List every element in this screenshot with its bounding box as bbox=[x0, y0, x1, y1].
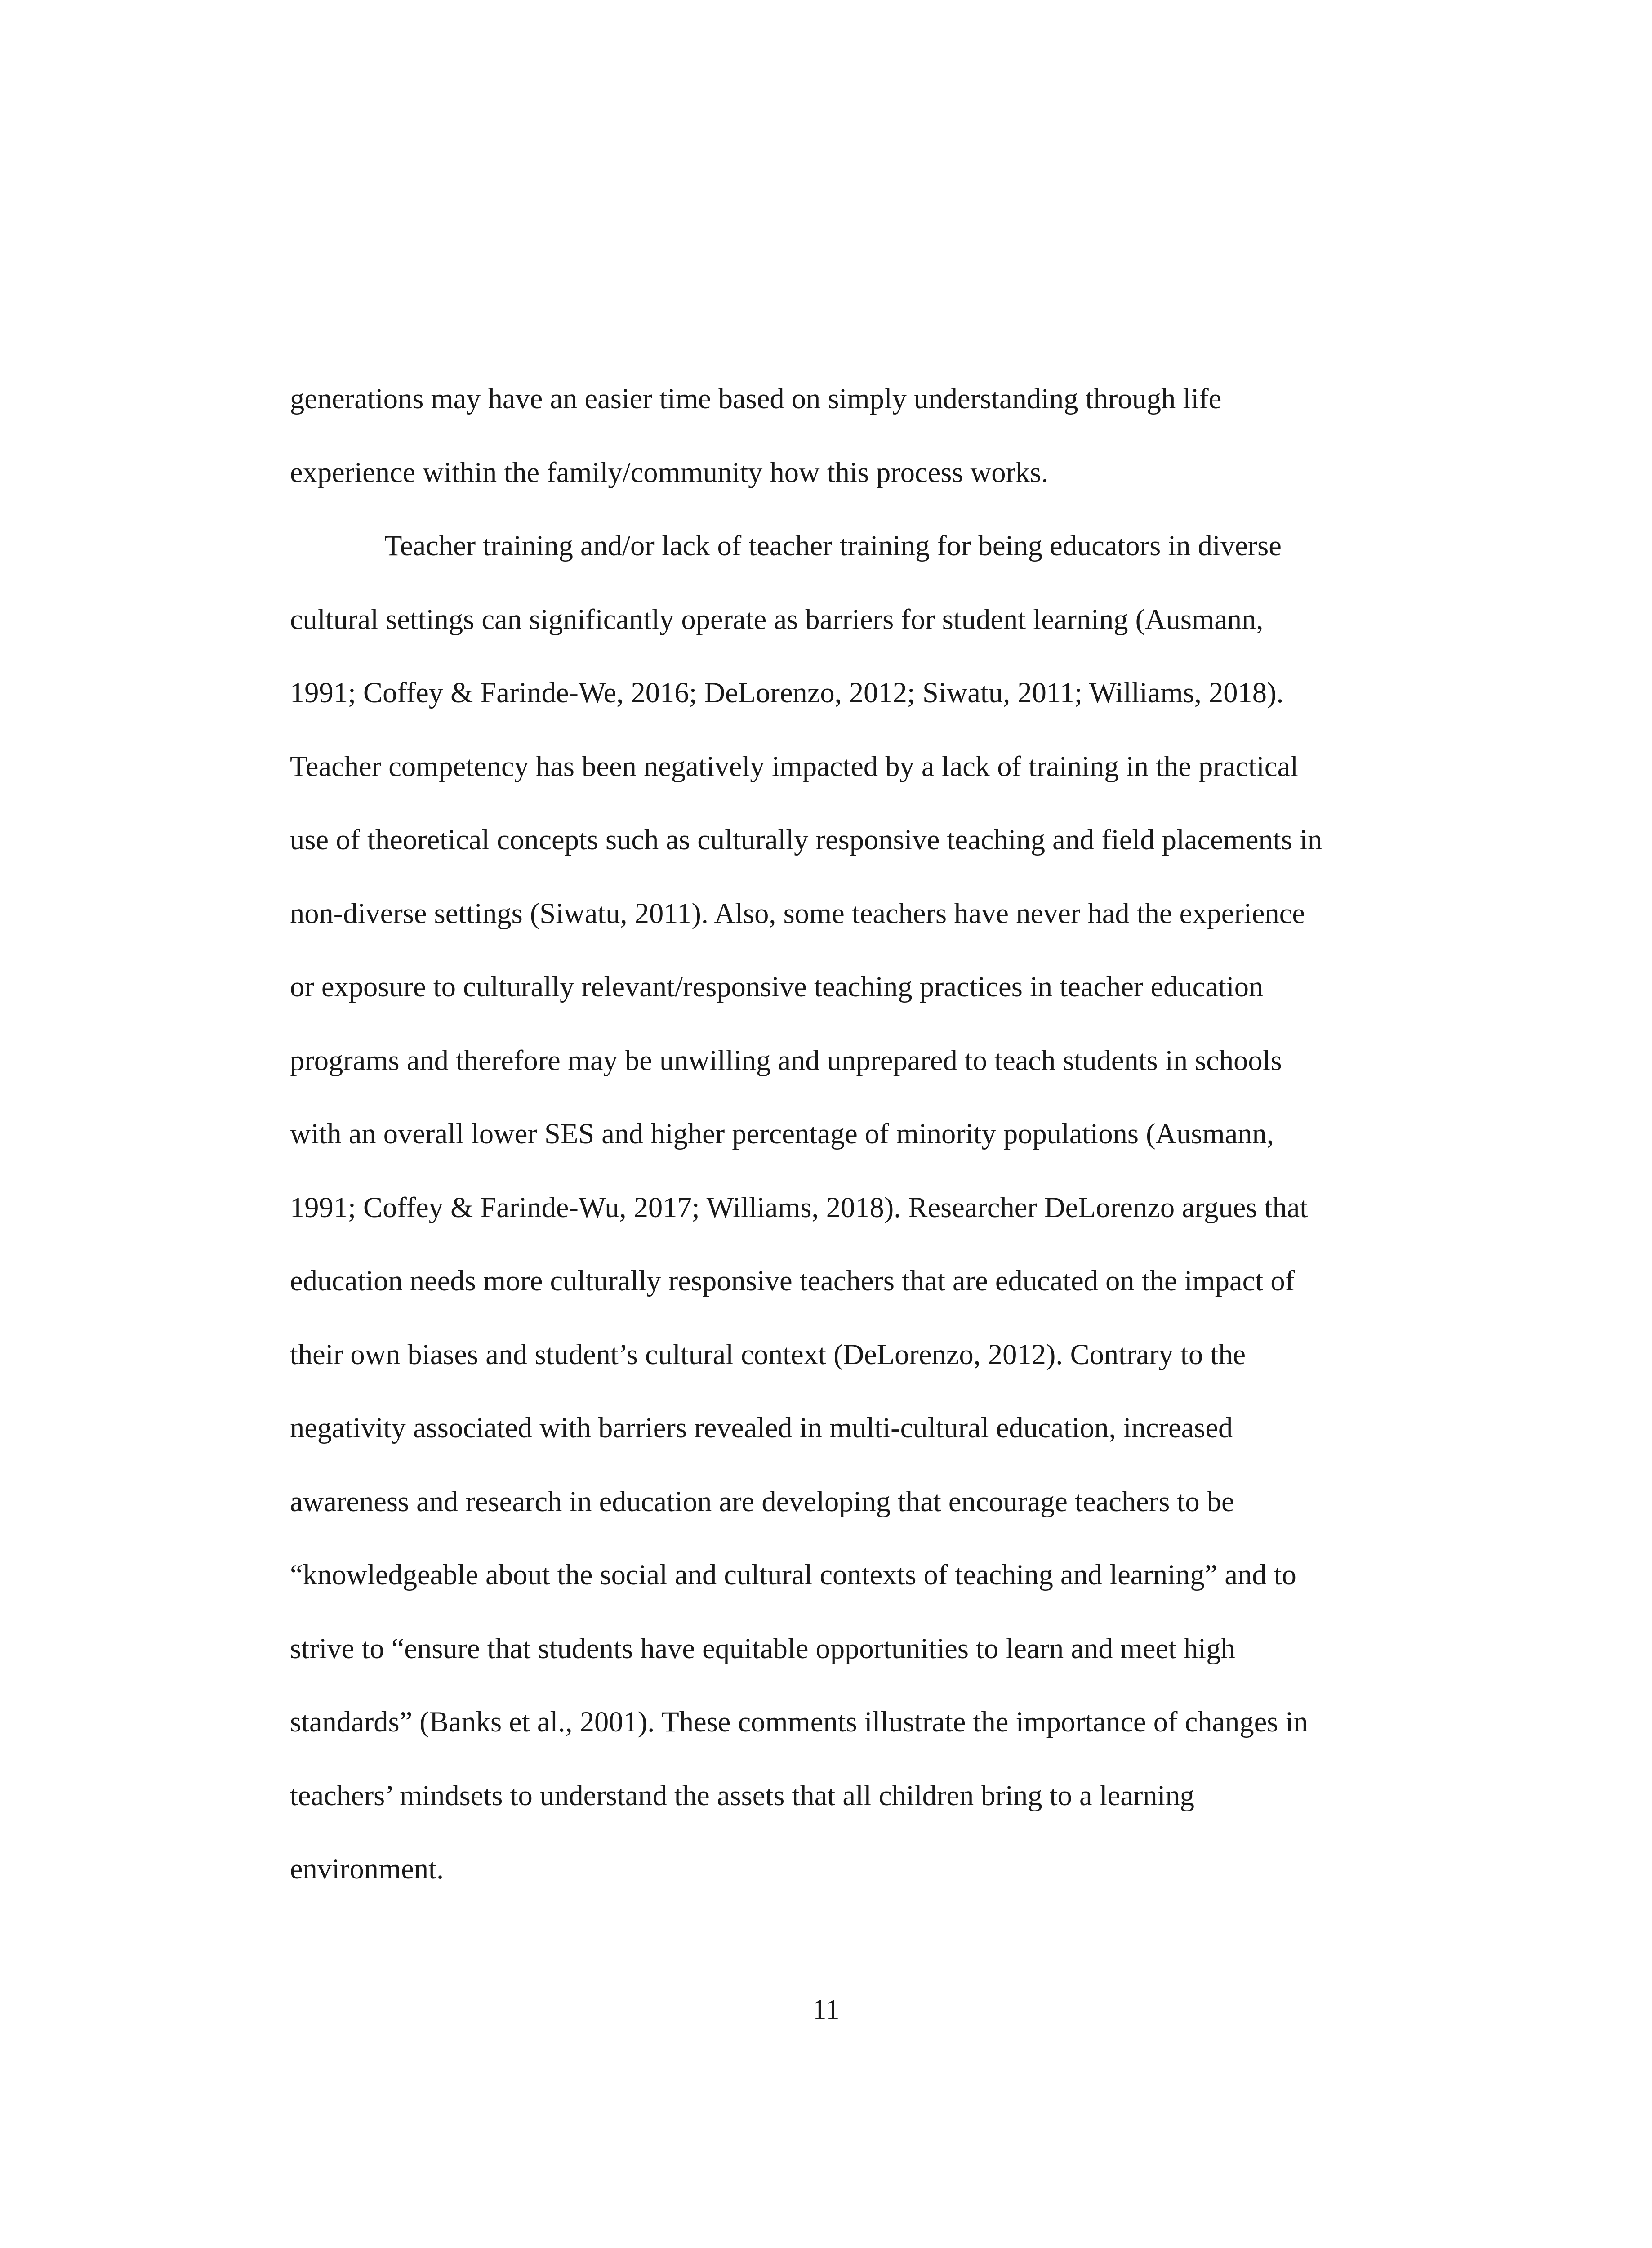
text-line: experience within the family/community how this process works. bbox=[290, 456, 1049, 488]
text-line: or exposure to culturally relevant/responsive teaching practices in teacher education bbox=[290, 971, 1264, 1003]
text-line: programs and therefore may be unwilling and unprepared to teach students in schools bbox=[290, 1044, 1282, 1076]
text-line: environment. bbox=[290, 1853, 444, 1885]
text-line: with an overall lower SES and higher percentage of minority populations (Ausmann, bbox=[290, 1118, 1274, 1150]
page-number: 11 bbox=[812, 1994, 840, 2025]
text-line: negativity associated with barriers revealed in multi-cultural education, increased bbox=[290, 1412, 1233, 1444]
text-line: cultural settings can significantly operate as barriers for student learning (Ausmann, bbox=[290, 603, 1264, 635]
text-line: Teacher competency has been negatively impacted by a lack of training in the practical bbox=[290, 750, 1299, 782]
text-line: use of theoretical concepts such as culturally responsive teaching and field placements in bbox=[290, 824, 1322, 856]
paragraph-first-line: Teacher training and/or lack of teacher training for being educators in diverse bbox=[384, 530, 1282, 562]
text-line: education needs more culturally responsive teachers that are educated on the impact of bbox=[290, 1265, 1295, 1297]
body-text bbox=[290, 362, 1441, 1906]
text-line: their own biases and student’s cultural context (DeLorenzo, 2012). Contrary to the bbox=[290, 1338, 1246, 1370]
text-line: 1991; Coffey & Farinde-We, 2016; DeLorenzo, 2012; Siwatu, 2011; Williams, 2018). bbox=[290, 677, 1284, 709]
text-line: awareness and research in education are developing that encourage teachers to be bbox=[290, 1485, 1234, 1517]
text-line: standards” (Banks et al., 2001). These comments illustrate the importance of changes in bbox=[290, 1706, 1308, 1738]
text-line: “knowledgeable about the social and cultural contexts of teaching and learning” and to bbox=[290, 1559, 1296, 1591]
text-line: generations may have an easier time based on simply understanding through life bbox=[290, 383, 1222, 415]
text-line: strive to “ensure that students have equitable opportunities to learn and meet high bbox=[290, 1632, 1235, 1664]
text-line: 1991; Coffey & Farinde-Wu, 2017; Williams, 2018). Researcher DeLorenzo argues that bbox=[290, 1191, 1308, 1223]
text-line: teachers’ mindsets to understand the assets that all children bring to a learning bbox=[290, 1779, 1195, 1811]
text-line: non-diverse settings (Siwatu, 2011). Also, some teachers have never had the experience bbox=[290, 897, 1305, 929]
